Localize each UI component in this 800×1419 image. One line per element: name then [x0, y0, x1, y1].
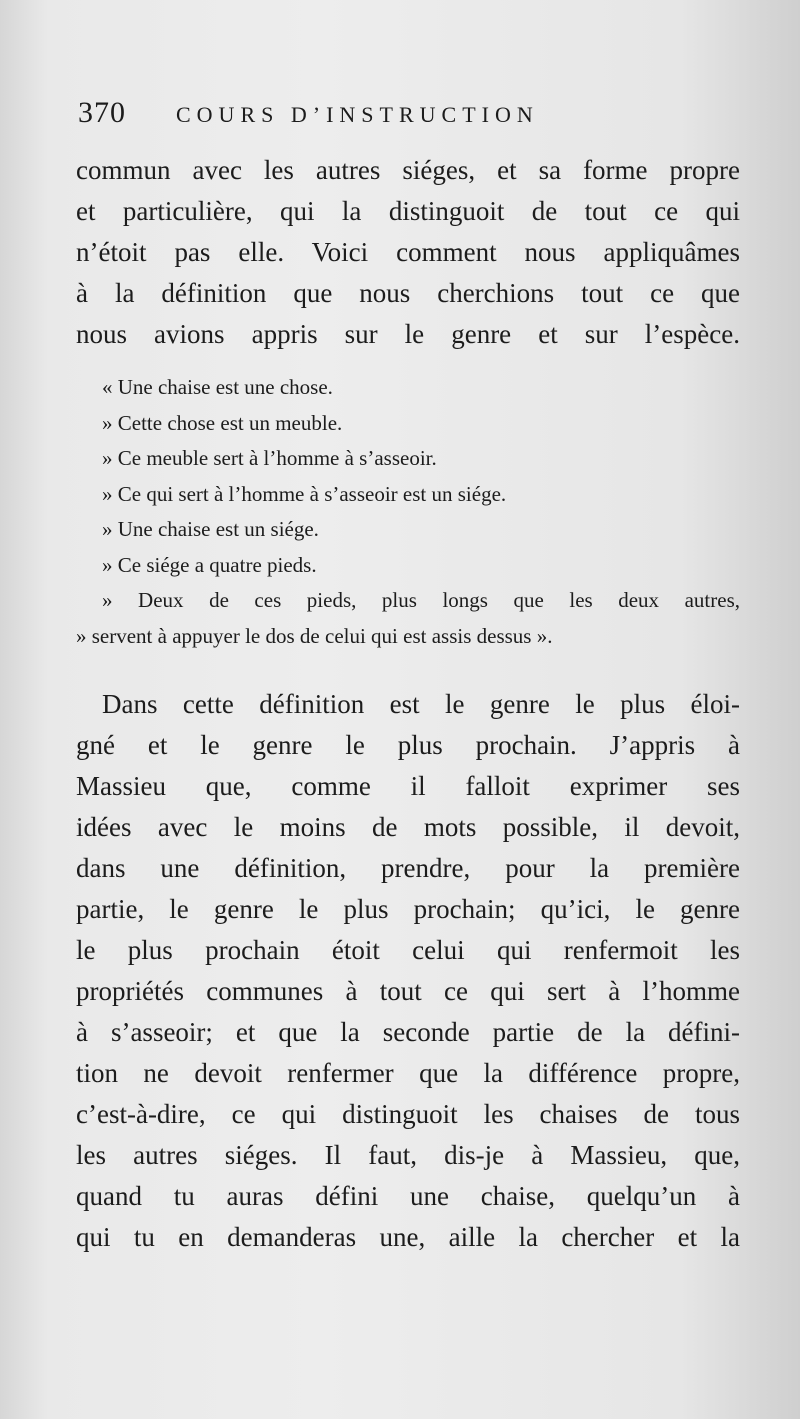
text-line: gné et le genre le plus prochain. J’appris à: [76, 730, 740, 760]
quoted-definition: [76, 370, 740, 654]
text-line: quand tu auras défini une chaise, quelqu’un à: [76, 1181, 740, 1211]
text-line: Dans cette définition est le genre le plus éloi-: [102, 689, 740, 719]
text-line: à la définition que nous cherchions tout ce que: [76, 278, 740, 308]
text-line: Massieu que, comme il falloit exprimer ses: [76, 771, 740, 801]
text-line: à s’asseoir; et que la seconde partie de la défini-: [76, 1017, 740, 1047]
quote-line: « Une chaise est une chose.: [102, 375, 333, 399]
text-line: commun avec les autres siéges, et sa forme propre: [76, 155, 740, 185]
quote-line: » Ce qui sert à l’homme à s’asseoir est un siége.: [102, 481, 507, 506]
text-line: qui tu en demanderas une, aille la chercher et la: [76, 1222, 740, 1252]
text-line: nous avions appris sur le genre et sur l’espèce.: [76, 319, 740, 349]
text-line: n’étoit pas elle. Voici comment nous appliquâmes: [76, 237, 740, 267]
text-line: tion ne devoit renfermer que la différence propre,: [76, 1058, 740, 1088]
running-head: [78, 96, 748, 140]
text-line: dans une définition, prendre, pour la première: [76, 853, 740, 883]
running-head-title: COURS D’INSTRUCTION: [176, 102, 539, 127]
quote-line: » Une chaise est un siége.: [102, 517, 319, 541]
quote-line: » Ce meuble sert à l’homme à s’asseoir.: [102, 446, 437, 470]
text-line: c’est-à-dire, ce qui distinguoit les chaises de tous: [76, 1099, 740, 1129]
text-line: partie, le genre le plus prochain; qu’ici, le genre: [76, 894, 740, 924]
text-line: idées avec le moins de mots possible, il devoit,: [76, 812, 740, 842]
paragraph-top: [76, 150, 740, 355]
quote-line: » Ce siége a quatre pieds.: [102, 552, 317, 577]
text-line: le plus prochain étoit celui qui renfermoit les: [76, 935, 740, 965]
paragraph-bottom: [76, 684, 740, 1258]
text-line: et particulière, qui la distinguoit de tout ce qui: [76, 196, 740, 226]
quote-line: » Cette chose est un meuble.: [102, 410, 343, 435]
quote-line: » servent à appuyer le dos de celui qui est assis dessus ».: [76, 623, 553, 648]
text-line: les autres siéges. Il faut, dis-je à Massieu, que,: [76, 1140, 740, 1170]
text-line: propriétés communes à tout ce qui sert à l’homme: [76, 976, 740, 1006]
quote-line: » Deux de ces pieds, plus longs que les deux autres,: [102, 588, 740, 612]
page-number: 370: [78, 96, 126, 129]
